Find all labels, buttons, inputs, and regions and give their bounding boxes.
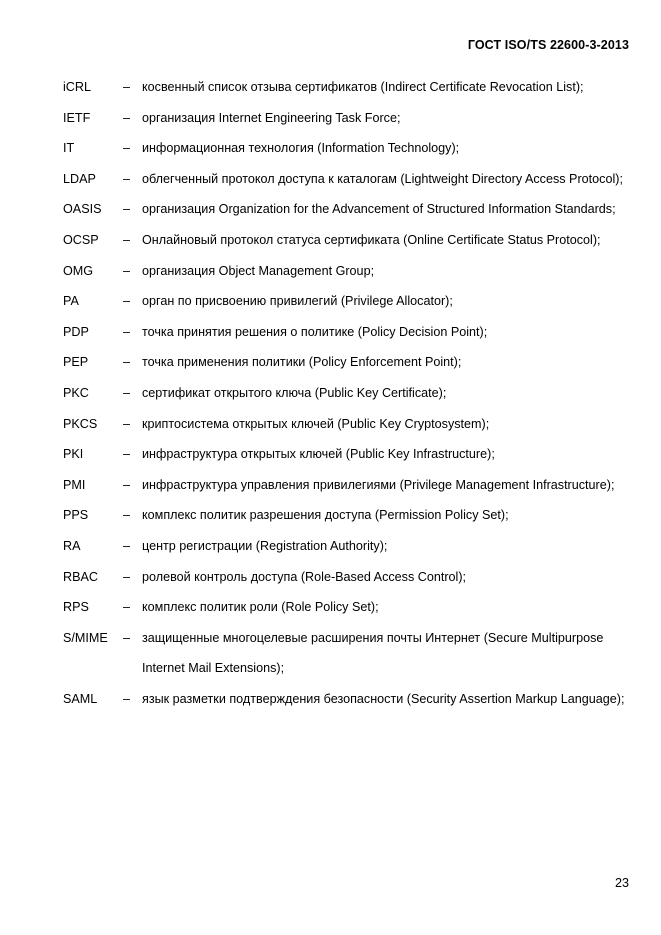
abbreviation-entry (63, 623, 633, 684)
abbreviation-entry (63, 103, 633, 134)
entry-dash: – (123, 600, 131, 615)
abbreviation-entry (63, 470, 633, 501)
entry-dash: – (123, 171, 131, 186)
abbreviation-term: IT (63, 141, 75, 156)
abbreviation-entry (63, 347, 633, 378)
abbreviation-term: LDAP (63, 171, 96, 186)
abbreviation-entry (63, 439, 633, 470)
entry-dash: – (123, 263, 131, 278)
abbreviation-entry (63, 500, 633, 531)
abbreviation-entry (63, 409, 633, 440)
entry-dash: – (123, 416, 131, 431)
abbreviation-definition: сертификат открытого ключа (Public Key Certificate); (142, 385, 447, 400)
abbreviation-definition: язык разметки подтверждения безопасности (Security Assertion Markup Language); (142, 691, 625, 706)
page-number: 23 (614, 876, 629, 890)
abbreviation-definition: защищенные многоцелевые расширения почты Интернет (Secure Multipurpose Internet Mail Extensions); (142, 630, 604, 676)
abbreviation-term: PA (63, 294, 79, 309)
entry-dash: – (123, 80, 131, 94)
abbreviation-term: SAML (63, 691, 98, 706)
abbreviation-term: PKC (63, 385, 89, 400)
abbreviation-definition: организация Organization for the Advancement of Structured Information Standards; (142, 202, 616, 217)
abbreviation-definition: орган по присвоению привилегий (Privilege Allocator); (142, 294, 453, 309)
abbreviation-term: RA (63, 538, 81, 553)
abbreviation-entry (63, 133, 633, 164)
abbreviation-entry (63, 378, 633, 409)
entry-dash: – (123, 477, 131, 492)
abbreviation-term: PKCS (63, 416, 98, 431)
entry-dash: – (123, 385, 131, 400)
abbreviation-term: RBAC (63, 569, 98, 584)
entry-dash: – (123, 324, 131, 339)
abbreviation-definition: организация Object Management Group; (142, 263, 375, 278)
abbreviation-definition: организация Internet Engineering Task Force; (142, 110, 401, 125)
entry-dash: – (123, 110, 131, 125)
abbreviation-entry (63, 317, 633, 348)
abbreviation-definition: информационная технология (Information Technology); (142, 141, 460, 156)
abbreviation-term: OMG (63, 263, 94, 278)
abbreviation-term: PMI (63, 477, 86, 492)
abbreviation-definition: инфраструктура открытых ключей (Public Key Infrastructure); (142, 447, 495, 462)
abbreviation-term: OASIS (63, 202, 102, 217)
entry-dash: – (123, 141, 131, 156)
abbreviation-definition: инфраструктура управления привилегиями (Privilege Management Infrastructure); (142, 477, 615, 492)
abbreviation-definition: ролевой контроль доступа (Role-Based Access Control); (142, 569, 467, 584)
abbreviation-term: PDP (63, 324, 89, 339)
entry-dash: – (123, 508, 131, 523)
abbreviation-entry (63, 256, 633, 287)
abbreviation-definition: облегченный протокол доступа к каталогам (Lightweight Directory Access Protocol); (142, 171, 623, 186)
abbreviation-definition: точка принятия решения о политике (Policy Decision Point); (142, 324, 488, 339)
abbreviation-list (63, 72, 633, 714)
abbreviation-entry (63, 562, 633, 593)
abbreviation-entry (63, 286, 633, 317)
abbreviation-term: OCSP (63, 232, 99, 247)
abbreviation-entry (63, 72, 633, 103)
entry-dash: – (123, 294, 131, 309)
abbreviation-definition: Онлайновый протокол статуса сертификата (Online Certificate Status Protocol); (142, 232, 601, 247)
entry-dash: – (123, 447, 131, 462)
document-header-code: ГОСТ ISO/TS 22600-3-2013 (467, 38, 629, 52)
abbreviation-entry (63, 225, 633, 256)
abbreviation-entry (63, 531, 633, 562)
abbreviation-term: IETF (63, 110, 91, 125)
entry-dash: – (123, 538, 131, 553)
abbreviation-term: PKI (63, 447, 84, 462)
abbreviation-definition: косвенный список отзыва сертификатов (Indirect Certificate Revocation List); (142, 80, 584, 94)
abbreviation-term: iCRL (63, 80, 91, 94)
abbreviation-term: PEP (63, 355, 89, 370)
abbreviation-term: S/MIME (63, 630, 108, 645)
abbreviation-entry (63, 592, 633, 623)
entry-dash: – (123, 569, 131, 584)
abbreviation-entry (63, 164, 633, 195)
abbreviation-definition: комплекс политик роли (Role Policy Set); (142, 600, 379, 615)
abbreviation-term: RPS (63, 600, 89, 615)
entry-dash: – (123, 630, 131, 645)
abbreviation-entry (63, 194, 633, 225)
abbreviation-definition: точка применения политики (Policy Enforcement Point); (142, 355, 462, 370)
abbreviation-definition: криптосистема открытых ключей (Public Key Cryptosystem); (142, 416, 490, 431)
abbreviation-definition: центр регистрации (Registration Authority); (142, 538, 388, 553)
entry-dash: – (123, 202, 131, 217)
entry-dash: – (123, 232, 131, 247)
abbreviation-entry (63, 684, 633, 715)
entry-dash: – (123, 355, 131, 370)
abbreviation-term: PPS (63, 508, 89, 523)
abbreviation-definition: комплекс политик разрешения доступа (Permission Policy Set); (142, 508, 509, 523)
entry-dash: – (123, 691, 131, 706)
